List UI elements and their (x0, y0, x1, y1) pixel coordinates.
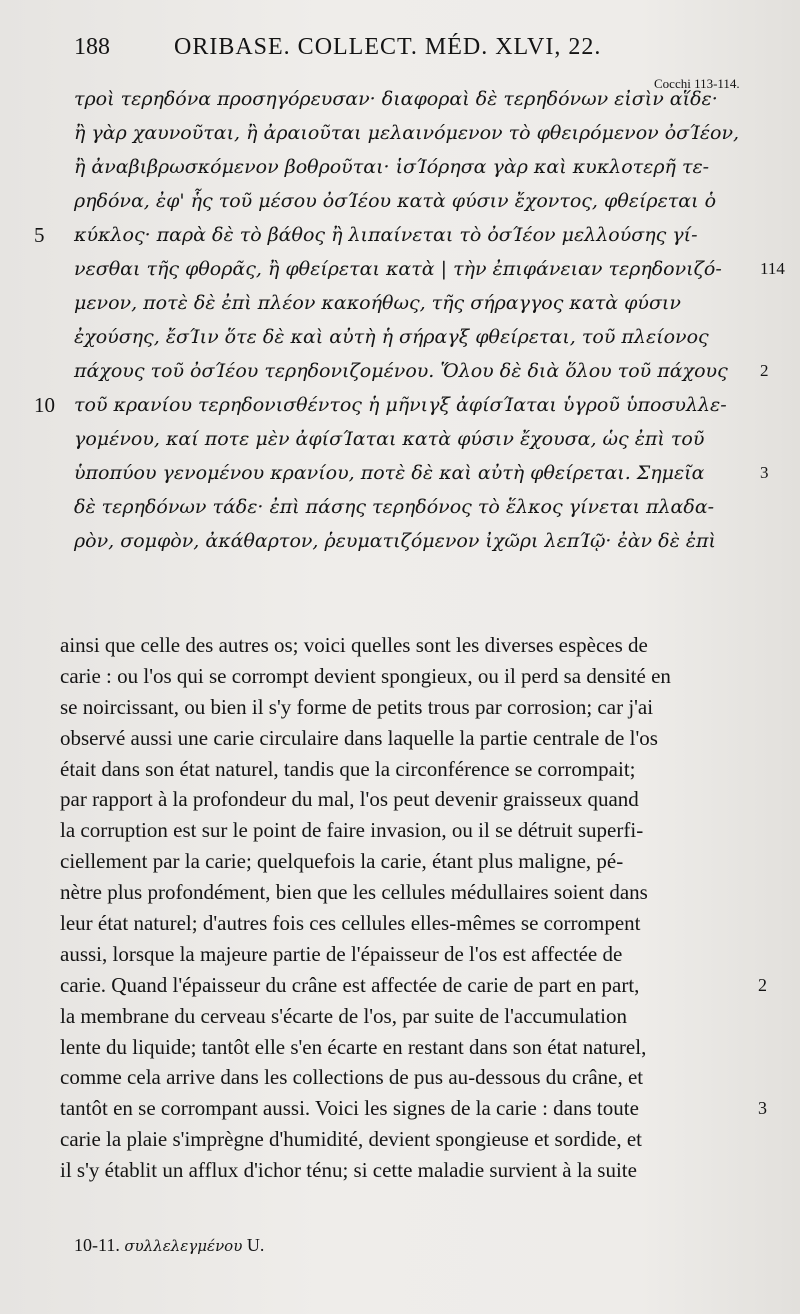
french-line-text: tantôt en se corrompant aussi. Voici les signes de la carie : dans toute (60, 1096, 639, 1121)
french-line (60, 1062, 760, 1093)
french-line (60, 877, 760, 908)
greek-line-text: ὑποπύου γενομένου κρανίου, ποτὲ δὲ καὶ αὐτὴ φθείρεται. Σημεῖα (74, 462, 705, 484)
margin-note: 3 (758, 1098, 767, 1119)
french-line-text: comme cela arrive dans les collections de pus au-dessous du crâne, et (60, 1065, 644, 1090)
french-line (60, 754, 760, 785)
greek-text-block (34, 82, 785, 558)
greek-line-text: ρὸν, σομφὸν, ἀκάθαρτον, ῥευματιζόμενον ἰχῶρι λεπΊῷ· ἐὰν δὲ ἐπὶ (74, 530, 716, 552)
greek-line-text: μενον, ποτὲ δὲ ἐπὶ πλέον κακοήθως, τῆς σήραγγος κατὰ φύσιν (74, 292, 681, 314)
french-line (60, 846, 760, 877)
greek-line-text: ἢ γὰρ χαυνοῦται, ἢ ἀραιοῦται μελαινόμενον τὸ φθειρόμενον ὀσΊέον, (74, 122, 740, 144)
margin-note: 2 (760, 361, 769, 380)
greek-line (74, 150, 764, 184)
footnote-greek: συλλελεγμένου (124, 1237, 243, 1255)
greek-line-text: δὲ τερηδόνων τάδε· ἐπὶ πάσης τερηδόνος τὸ ἕλκος γίνεται πλαδα- (74, 496, 715, 518)
french-line (60, 1001, 760, 1032)
greek-line-text: κύκλος· παρὰ δὲ τὸ βάθος ἢ λιπαίνεται τὸ ὀσΊέον μελλούσης γί- (74, 224, 698, 246)
greek-line-text: νεσθαι τῆς φθορᾶς, ἢ φθείρεται κατὰ | τὴν ἐπιφάνειαν τερηδονιζό- (74, 258, 722, 280)
french-line-text: était dans son état naturel, tandis que la circonférence se corrompait; (60, 756, 636, 781)
footnote (74, 1235, 264, 1256)
french-line-text: lente du liquide; tantôt elle s'en écarte en restant dans son état naturel, (60, 1034, 647, 1059)
greek-line-text: τροὶ τερηδόνα προσηγόρευσαν· διαφοραὶ δὲ τερηδόνων εἰσὶν αἵδε· (74, 88, 718, 110)
french-line-text: la membrane du cerveau s'écarte de l'os, par suite de l'accumulation (60, 1003, 628, 1028)
french-line-text: ainsi que celle des autres os; voici quelles sont les diverses espèces de (60, 633, 648, 657)
footnote-sigla: U. (246, 1235, 265, 1255)
page-header (74, 34, 754, 91)
french-line-text: ciellement par la carie; quelquefois la carie, étant plus maligne, pé- (60, 849, 624, 874)
margin-note: 2 (758, 974, 767, 995)
greek-line-text: πάχους τοῦ ὀσΊέου τερηδονιζομένου. Ὅλου δὲ διὰ ὅλου τοῦ πάχους (74, 360, 728, 382)
french-line (60, 784, 760, 815)
french-line (60, 815, 760, 846)
french-line (60, 1155, 760, 1186)
greek-line-text: ἢ ἀναβιβρωσκόμενον βοθροῦται· ἱσΊόρησα γὰρ καὶ κυκλοτερῆ τε- (74, 156, 710, 178)
french-line (60, 908, 760, 939)
french-line (60, 1032, 760, 1063)
greek-line-text: τοῦ κρανίου τερηδονισθέντος ἡ μῆνιγξ ἀφίσΊαται ὑγροῦ ὑποσυλλε- (74, 394, 727, 416)
french-line-text: il s'y établit un afflux d'ichor ténu; si cette maladie survient à la suite (60, 1158, 637, 1183)
french-line (60, 692, 760, 723)
greek-line-text: γομένου, καί ποτε μὲν ἀφίσΊαται κατὰ φύσιν ἔχουσα, ὡς ἐπὶ τοῦ (74, 428, 705, 450)
greek-line (74, 286, 764, 320)
greek-line (34, 218, 764, 252)
running-title: ORIBASE. COLLECT. MÉD. XLVI, 22. (174, 34, 602, 60)
french-translation-block (60, 630, 767, 1186)
greek-line-text: ἐχούσης, ἔσΊιν ὅτε δὲ καὶ αὐτὴ ἡ σήραγξ φθείρεται, τοῦ πλείονος (74, 326, 709, 348)
footnote-ref: 10-11. (74, 1235, 120, 1255)
french-line (60, 723, 760, 754)
line-number: 10 (34, 393, 55, 417)
french-line-text: se noircissant, ou bien il s'y forme de petits trous par corrosion; car j'ai (60, 694, 654, 719)
french-line (60, 661, 760, 692)
greek-line (74, 320, 764, 354)
french-line-text: nètre plus profondément, bien que les cellules médullaires soient dans (60, 880, 648, 905)
margin-note: 3 (760, 463, 769, 482)
greek-line (34, 388, 764, 422)
french-line-text: carie la plaie s'imprègne d'humidité, devient spongieuse et sordide, et (60, 1127, 642, 1152)
french-line (60, 970, 767, 1001)
greek-line (74, 422, 764, 456)
greek-line (74, 456, 769, 490)
french-line-text: par rapport à la profondeur du mal, l'os peut devenir graisseux quand (60, 787, 639, 812)
french-line-text: leur état naturel; d'autres fois ces cellules elles-mêmes se corrompent (60, 911, 641, 936)
greek-line (74, 184, 764, 218)
french-line-text: carie. Quand l'épaisseur du crâne est affectée de carie de part en part, (60, 972, 640, 997)
french-line-text: aussi, lorsque la majeure partie de l'épaisseur de l'os est affectée de (60, 941, 623, 966)
french-line-text: observé aussi une carie circulaire dans laquelle la partie centrale de l'os (60, 725, 658, 750)
line-number: 5 (34, 223, 45, 247)
french-line-text: carie : ou l'os qui se corrompt devient spongieux, ou il perd sa densité en (60, 663, 671, 688)
greek-line (74, 354, 769, 388)
greek-line (74, 252, 785, 286)
edition-reference: Cocchi 113-114. (654, 76, 740, 91)
greek-line-text: ρηδόνα, ἐφ' ἧς τοῦ μέσου ὀσΊέου κατὰ φύσιν ἔχοντος, φθείρεται ὁ (74, 190, 717, 212)
french-line (60, 630, 760, 661)
french-line-text: la corruption est sur le point de faire invasion, ou il se détruit superfi- (60, 818, 644, 843)
greek-line (74, 116, 764, 150)
greek-line (74, 490, 764, 524)
greek-line (74, 524, 764, 558)
french-line (60, 939, 760, 970)
french-line (60, 1093, 767, 1124)
french-line (60, 1124, 760, 1155)
greek-line (74, 82, 764, 116)
margin-note: 114 (760, 259, 785, 278)
page-number: 188 (74, 34, 110, 60)
